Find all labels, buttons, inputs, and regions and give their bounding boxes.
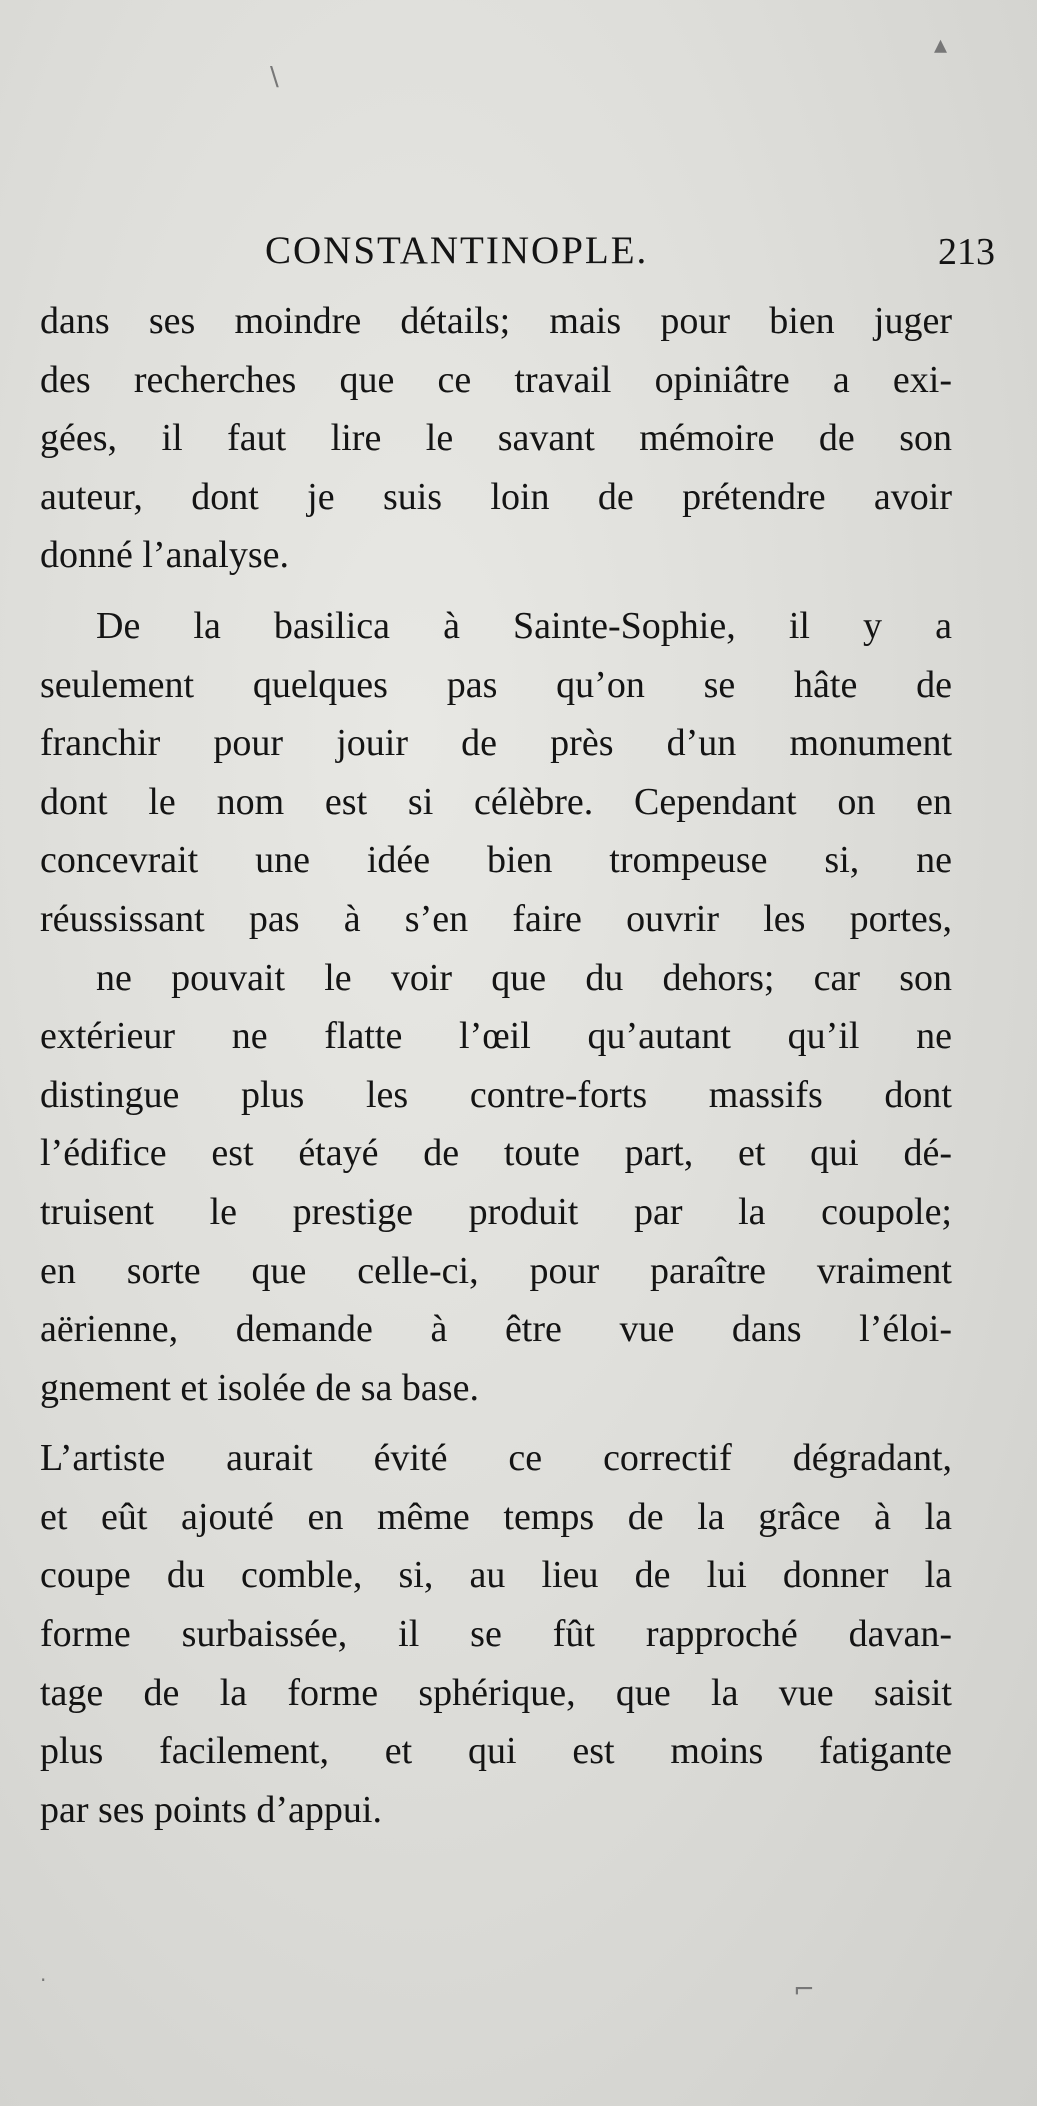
text-line: dont le nom est si célèbre. Cependant on en — [40, 780, 952, 823]
text-line: donné l’analyse. — [40, 534, 290, 577]
paragraph-3 — [40, 1429, 952, 1839]
text-line: tage de la forme sphérique, que la vue saisit — [40, 1671, 952, 1714]
text-line: par ses points d’appui. — [40, 1788, 382, 1831]
page-header — [40, 228, 995, 288]
text-line: gées, il faut lire le savant mémoire de son — [40, 417, 952, 460]
stray-mark: \ — [270, 62, 279, 92]
text-line: aërienne, demande à être vue dans l’éloi- — [40, 1308, 952, 1351]
text-line: De la basilica à Sainte-Sophie, il y a — [96, 604, 952, 647]
text-line: des recherches que ce travail opiniâtre a exi- — [40, 358, 952, 401]
text-line: dans ses moindre détails; mais pour bien juger — [40, 300, 952, 342]
page-body — [40, 292, 952, 1839]
text-line: forme surbaissée, il se fût rapproché davan- — [40, 1613, 952, 1656]
paragraph-1 — [40, 292, 952, 585]
stray-mark: ▴ — [934, 30, 948, 60]
text-line: franchir pour jouir de près d’un monument — [40, 722, 952, 765]
text-line: L’artiste aurait évité ce correctif dégradant, — [40, 1437, 952, 1480]
text-line: seulement quelques pas qu’on se hâte de — [40, 663, 952, 706]
stray-mark: · — [40, 1968, 47, 1992]
text-line: concevrait une idée bien trompeuse si, ne — [40, 839, 952, 882]
text-line: distingue plus les contre-forts massifs dont — [40, 1073, 952, 1116]
text-line: l’édifice est étayé de toute part, et qui dé- — [40, 1132, 952, 1175]
stray-mark: ⌐ — [793, 1975, 815, 2005]
text-line: réussissant pas à s’en faire ouvrir les portes, — [40, 897, 952, 940]
text-line: extérieur ne flatte l’œil qu’autant qu’il ne — [40, 1015, 952, 1058]
running-title: CONSTANTINOPLE. — [265, 229, 649, 272]
text-line: gnement et isolée de sa base. — [40, 1366, 479, 1409]
text-line: coupe du comble, si, au lieu de lui donner la — [40, 1554, 952, 1597]
text-line: auteur, dont je suis loin de prétendre avoir — [40, 475, 952, 518]
text-line: plus facilement, et qui est moins fatigante — [40, 1730, 952, 1773]
page-number: 213 — [938, 231, 995, 273]
paragraph-2 — [40, 597, 952, 1417]
text-line: ne pouvait le voir que du dehors; car son — [96, 956, 952, 999]
text-line: et eût ajouté en même temps de la grâce à la — [40, 1495, 952, 1538]
text-line: truisent le prestige produit par la coupole; — [40, 1190, 952, 1233]
text-line: en sorte que celle-ci, pour paraître vraiment — [40, 1249, 952, 1292]
